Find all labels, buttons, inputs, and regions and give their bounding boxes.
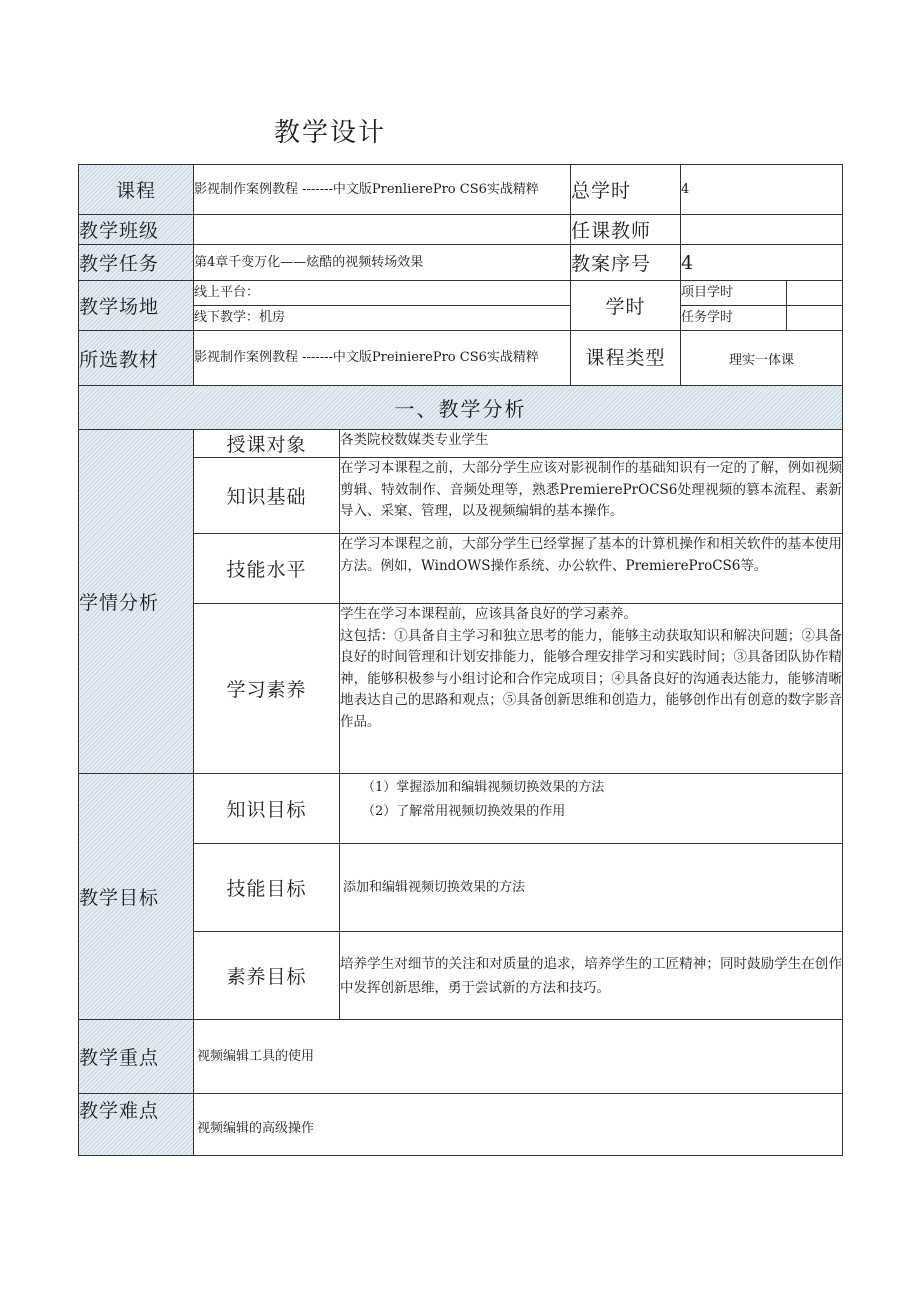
course-label: 课程 xyxy=(79,165,194,215)
venue-label: 教学场地 xyxy=(79,281,194,331)
key-point-label: 教学重点 xyxy=(79,1020,194,1094)
knowledge-base-text: 在学习本课程之前，大部分学生应该对影视制作的基础知识有一定的了解，例如视频剪辑、特效制作、音频处理等，熟悉PremierePrOCS6处理视频的篡本流程、素新导入、采窠、管理，以及视频编辑的基本操作。 xyxy=(340,458,843,534)
task-hours-value xyxy=(787,306,843,331)
knowledge-goal-label: 知识目标 xyxy=(194,774,340,844)
lesson-no-value: 4 xyxy=(681,245,843,281)
learning-literacy-label: 学习素养 xyxy=(194,604,340,774)
lesson-plan-table xyxy=(78,164,843,1156)
venue-offline: 线下教学：机房 xyxy=(194,306,571,331)
task-label: 教学任务 xyxy=(79,245,194,281)
course-value: 影视制作案例教程 -------中文版PrenlierePro CS6实战精粹 xyxy=(194,165,571,215)
skill-goal-text: 添加和编辑视频切换效果的方法 xyxy=(340,844,843,932)
teaching-goals-label: 教学目标 xyxy=(79,774,194,1020)
learner-analysis-label: 学情分析 xyxy=(79,430,194,774)
project-hours-value xyxy=(787,281,843,306)
task-value: 第4章千变万化——炫酷的视频转场效果 xyxy=(194,245,571,281)
key-point-text: 视频编辑工具的使用 xyxy=(194,1020,843,1094)
lesson-no-label: 教案序号 xyxy=(571,245,681,281)
target-audience-text: 各类院校数媒类专业学生 xyxy=(340,430,843,458)
knowledge-goal-list xyxy=(340,774,843,844)
knowledge-goal-item: （2）了解常用视频切换效果的作用 xyxy=(362,804,566,819)
textbook-value: 影视制作案例教程 -------中文版PreinierePro CS6实战精粹 xyxy=(194,331,571,386)
teacher-label: 任课教师 xyxy=(571,215,681,245)
learning-literacy-line1: 学生在学习本课程前，应该具备良好的学习素养。 xyxy=(340,606,637,622)
analysis-section-title: 一、教学分析 xyxy=(79,386,843,430)
document-title: 教学设计 xyxy=(274,118,387,148)
skill-level-text: 在学习本课程之前，大部分学生已经掌握了基本的计算机操作和相关软件的基本使用方法。例如，WindOWS操作系统、办公软件、PremiereProCS6等。 xyxy=(340,534,843,604)
knowledge-base-label: 知识基础 xyxy=(194,458,340,534)
knowledge-goal-item: （1）掌握添加和编辑视频切换效果的方法 xyxy=(362,780,605,795)
course-type-value: 理实一体课 xyxy=(681,331,843,386)
skill-goal-label: 技能目标 xyxy=(194,844,340,932)
textbook-label: 所选教材 xyxy=(79,331,194,386)
literacy-goal-text: 培养学生对细节的关注和对质量的追求，培养学生的工匠精神；同时鼓励学生在创作中发挥创新思维，勇于尝试新的方法和技巧。 xyxy=(340,932,843,1020)
learning-literacy-body: 这包括：①具备自主学习和独立思考的能力，能够主动获取知识和解决问题；②具备良好的时间管理和计划安排能力，能够合理安排学习和实践时间；③具备团队协作精神，能够积极参与小组讨论和合作完成项目；④具备良好的沟通表达能力，能够清晰地表达自己的思路和观点；⑤具备创新思维和创造力，能够创作出有创意的数字影音作品。 xyxy=(340,627,842,730)
difficulty-text: 视频编辑的高级操作 xyxy=(194,1094,843,1156)
target-audience-label: 授课对象 xyxy=(194,430,340,458)
project-hours-label: 项目学时 xyxy=(681,281,787,306)
course-type-label: 课程类型 xyxy=(571,331,681,386)
difficulty-label: 教学难点 xyxy=(79,1094,194,1156)
teacher-value xyxy=(681,215,843,245)
skill-level-label: 技能水平 xyxy=(194,534,340,604)
venue-online: 线上平台： xyxy=(194,281,571,306)
class-value xyxy=(194,215,571,245)
hours-label: 学时 xyxy=(571,281,681,331)
total-hours-value: 4 xyxy=(681,165,843,215)
total-hours-label: 总学时 xyxy=(571,165,681,215)
class-label: 教学班级 xyxy=(79,215,194,245)
task-hours-label: 任务学时 xyxy=(681,306,787,331)
learning-literacy-cell xyxy=(340,604,843,774)
literacy-goal-label: 素养目标 xyxy=(194,932,340,1020)
